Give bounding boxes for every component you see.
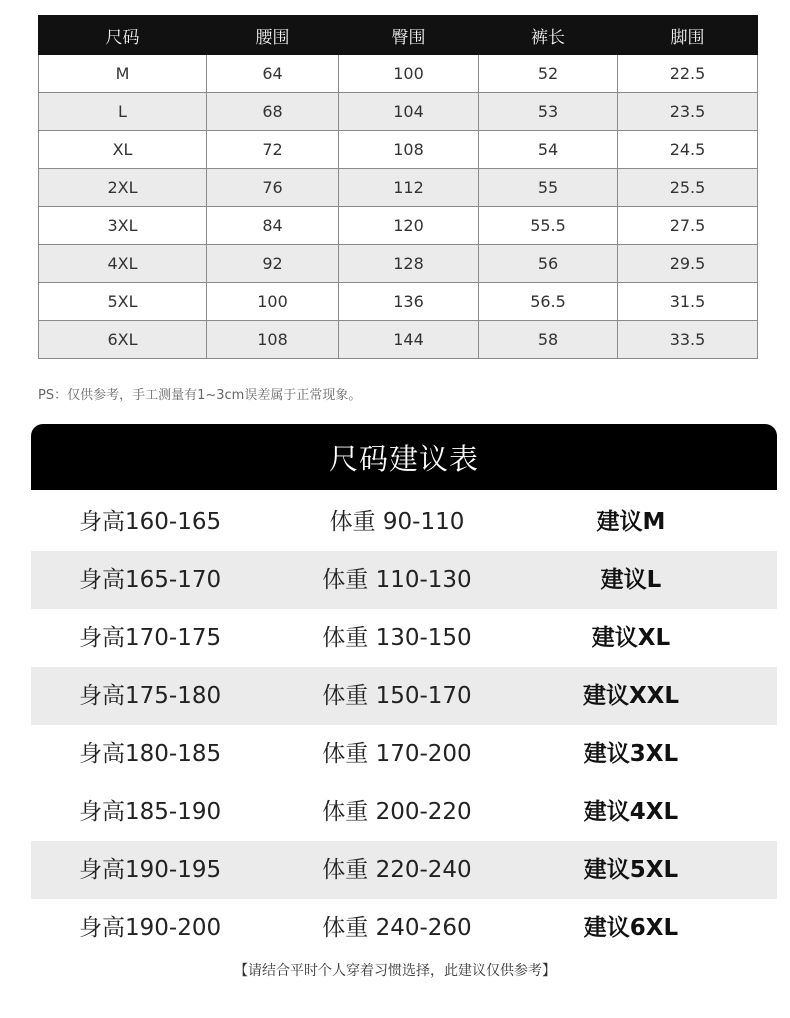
cell-length: 55.5 xyxy=(479,207,618,245)
cell-hem: 27.5 xyxy=(618,207,758,245)
table-row xyxy=(39,131,758,169)
cell-size: M xyxy=(39,55,207,93)
cell-hem: 24.5 xyxy=(618,131,758,169)
table-row xyxy=(39,93,758,131)
weight-range: 体重 90-110 xyxy=(329,509,465,535)
weight-range: 体重 200-220 xyxy=(322,799,472,825)
cell-size: 4XL xyxy=(39,245,207,283)
cell-hem: 31.5 xyxy=(618,283,758,321)
cell-hip: 100 xyxy=(339,55,479,93)
cell-hip: 144 xyxy=(339,321,479,359)
cell-hip: 108 xyxy=(339,131,479,169)
cell-waist: 84 xyxy=(207,207,339,245)
size-chart-header-row xyxy=(39,16,758,55)
cell-size: L xyxy=(39,93,207,131)
weight-range: 体重 220-240 xyxy=(322,857,472,883)
cell-hip: 128 xyxy=(339,245,479,283)
list-item xyxy=(31,783,777,841)
list-item xyxy=(31,551,777,609)
table-row xyxy=(39,55,758,93)
list-item xyxy=(31,493,777,551)
cell-hem: 23.5 xyxy=(618,93,758,131)
list-item xyxy=(31,725,777,783)
cell-waist: 76 xyxy=(207,169,339,207)
height-range: 身高160-165 xyxy=(79,509,222,535)
table-row xyxy=(39,283,758,321)
cell-size: 3XL xyxy=(39,207,207,245)
suggested-size: 建议XXL xyxy=(582,683,680,709)
weight-range: 体重 170-200 xyxy=(322,741,472,767)
measurement-note: PS：仅供参考，手工测量有1~3cm误差属于正常现象。 xyxy=(38,388,362,403)
size-chart-table xyxy=(38,15,758,359)
weight-range: 体重 240-260 xyxy=(322,915,472,941)
header-size: 尺码 xyxy=(39,16,207,55)
cell-hem: 29.5 xyxy=(618,245,758,283)
cell-hip: 112 xyxy=(339,169,479,207)
list-item xyxy=(31,667,777,725)
cell-hem: 33.5 xyxy=(618,321,758,359)
cell-length: 58 xyxy=(479,321,618,359)
recommendation-list xyxy=(31,493,777,957)
header-hem: 脚围 xyxy=(618,16,758,55)
cell-hip: 104 xyxy=(339,93,479,131)
suggested-size: 建议L xyxy=(600,567,662,593)
cell-length: 54 xyxy=(479,131,618,169)
header-hip: 臀围 xyxy=(339,16,479,55)
cell-length: 56.5 xyxy=(479,283,618,321)
header-length: 裤长 xyxy=(479,16,618,55)
weight-range: 体重 150-170 xyxy=(322,683,472,709)
cell-waist: 92 xyxy=(207,245,339,283)
height-range: 身高180-185 xyxy=(79,741,222,767)
header-waist: 腰围 xyxy=(207,16,339,55)
cell-length: 55 xyxy=(479,169,618,207)
cell-hip: 136 xyxy=(339,283,479,321)
recommendation-header xyxy=(31,424,777,490)
height-range: 身高185-190 xyxy=(79,799,222,825)
cell-waist: 108 xyxy=(207,321,339,359)
weight-range: 体重 110-130 xyxy=(322,567,472,593)
weight-range: 体重 130-150 xyxy=(322,625,472,651)
table-row xyxy=(39,321,758,359)
cell-waist: 100 xyxy=(207,283,339,321)
cell-length: 53 xyxy=(479,93,618,131)
suggested-size: 建议5XL xyxy=(583,857,679,883)
recommendation-title: 尺码建议表 xyxy=(328,441,479,476)
height-range: 身高190-200 xyxy=(79,915,222,941)
cell-size: 6XL xyxy=(39,321,207,359)
suggested-size: 建议XL xyxy=(591,625,671,651)
cell-size: 5XL xyxy=(39,283,207,321)
table-row xyxy=(39,207,758,245)
cell-waist: 64 xyxy=(207,55,339,93)
table-row xyxy=(39,169,758,207)
suggested-size: 建议6XL xyxy=(583,915,679,941)
cell-waist: 72 xyxy=(207,131,339,169)
suggested-size: 建议M xyxy=(596,509,666,535)
cell-length: 56 xyxy=(479,245,618,283)
cell-size: XL xyxy=(39,131,207,169)
suggested-size: 建议3XL xyxy=(583,741,679,767)
list-item xyxy=(31,609,777,667)
height-range: 身高175-180 xyxy=(79,683,222,709)
height-range: 身高165-170 xyxy=(79,567,222,593)
cell-hem: 22.5 xyxy=(618,55,758,93)
footer-note: 【请结合平时个人穿着习惯选择，此建议仅供参考】 xyxy=(234,963,556,979)
cell-hip: 120 xyxy=(339,207,479,245)
height-range: 身高170-175 xyxy=(79,625,222,651)
cell-size: 2XL xyxy=(39,169,207,207)
cell-hem: 25.5 xyxy=(618,169,758,207)
table-row xyxy=(39,245,758,283)
list-item xyxy=(31,899,777,957)
list-item xyxy=(31,841,777,899)
cell-length: 52 xyxy=(479,55,618,93)
height-range: 身高190-195 xyxy=(79,857,222,883)
cell-waist: 68 xyxy=(207,93,339,131)
suggested-size: 建议4XL xyxy=(583,799,679,825)
